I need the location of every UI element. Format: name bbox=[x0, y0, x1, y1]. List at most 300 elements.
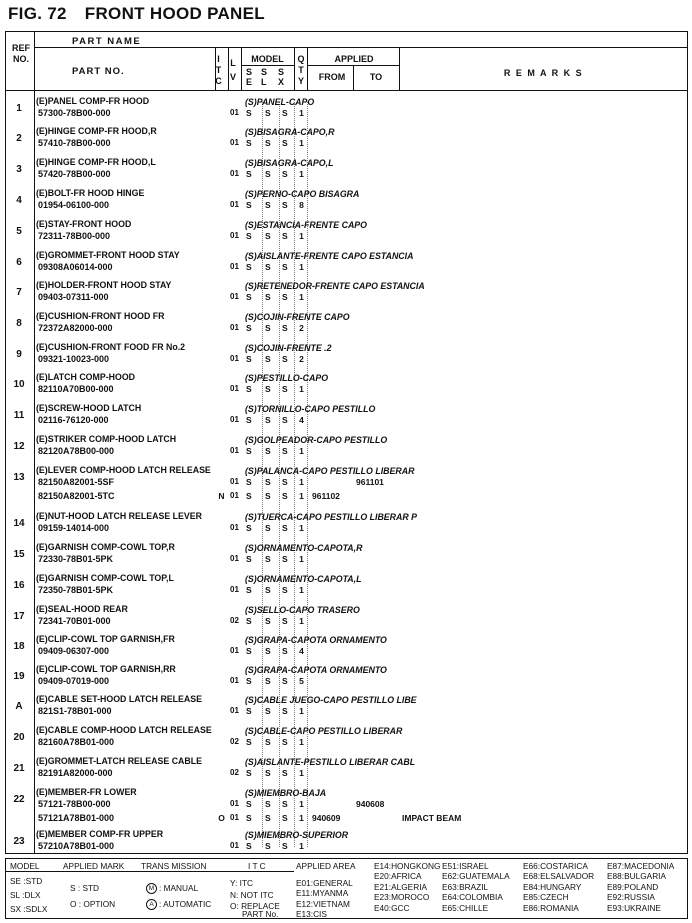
lv-value: 01 bbox=[230, 813, 239, 822]
legend-transmission-header: TRANS MISSION bbox=[141, 861, 207, 871]
part-name: (E)MEMBER COMP-FR UPPER bbox=[36, 829, 164, 839]
spanish-name: (S)ORNAMENTO-CAPOTA,R bbox=[245, 543, 363, 553]
applied-area-code: E92:RUSSIA bbox=[607, 892, 655, 903]
model-sl-mark: S bbox=[265, 138, 271, 148]
legend-header-line bbox=[6, 871, 294, 872]
model-sx-mark: S bbox=[282, 292, 288, 302]
model-se-mark: S bbox=[246, 200, 252, 210]
table-row bbox=[6, 403, 689, 433]
ref-number: 6 bbox=[16, 257, 22, 268]
part-name: (E)SEAL-HOOD REAR bbox=[36, 604, 128, 614]
header-divider bbox=[241, 47, 242, 90]
header-divider bbox=[294, 47, 295, 90]
lv-header: L V bbox=[229, 58, 236, 82]
part-number: 02116-76120-000 bbox=[38, 415, 109, 425]
model-sl-mark: S bbox=[265, 108, 271, 118]
spanish-name: (S)BISAGRA-CAPO,R bbox=[245, 127, 335, 137]
spanish-name: (S)TORNILLO-CAPO PESTILLO bbox=[245, 404, 376, 414]
lv-value: 01 bbox=[230, 799, 239, 808]
part-number: 57210A78B01-000 bbox=[38, 841, 115, 851]
lv-value: 01 bbox=[230, 585, 239, 594]
part-name: (E)PANEL COMP-FR HOOD bbox=[36, 96, 150, 106]
model-sl-mark: S bbox=[265, 768, 271, 778]
part-name: (E)LATCH COMP-HOOD bbox=[36, 372, 136, 382]
lv-value: 01 bbox=[230, 169, 239, 178]
spanish-name: (S)GOLPEADOR-CAPO PESTILLO bbox=[245, 435, 388, 445]
table-row bbox=[6, 465, 689, 509]
part-no-header: PART NO. bbox=[72, 66, 125, 77]
model-sl-mark: S bbox=[265, 169, 271, 179]
ref-number: 2 bbox=[16, 133, 22, 144]
lv-value: 01 bbox=[230, 231, 239, 240]
applied-area-code: E01:GENERAL bbox=[296, 878, 353, 888]
legend-applied-option: O : OPTION bbox=[70, 899, 116, 909]
applied-area-code: E93:UKRAINE bbox=[607, 902, 661, 913]
applied-area-code: E86:ROMANIA bbox=[523, 902, 579, 913]
quantity: 4 bbox=[299, 646, 304, 656]
part-name-header: PART NAME bbox=[72, 36, 142, 47]
table-row bbox=[6, 573, 689, 603]
qty-header: Q T Y bbox=[297, 54, 305, 86]
applied-area-code: E63:BRAZIL bbox=[442, 881, 489, 892]
lv-value: 01 bbox=[230, 646, 239, 655]
applied-area-code: E68:ELSALVADOR bbox=[523, 871, 595, 882]
quantity: 1 bbox=[299, 523, 304, 533]
spanish-name: (S)RETENEDOR-FRENTE CAPO ESTANCIA bbox=[245, 281, 425, 291]
part-name: (E)HOLDER-FRONT HOOD STAY bbox=[36, 280, 172, 290]
legend-itc-y: Y: ITC bbox=[230, 878, 254, 888]
ref-number: 17 bbox=[13, 611, 25, 622]
quantity: 1 bbox=[299, 108, 304, 118]
part-name: (E)HINGE COMP-FR HOOD,R bbox=[36, 126, 157, 136]
spanish-name: (S)PALANCA-CAPO PESTILLO LIBERAR bbox=[245, 466, 415, 476]
table-row bbox=[6, 311, 689, 341]
part-number: 09403-07311-000 bbox=[38, 292, 109, 302]
ref-number: 22 bbox=[13, 794, 25, 805]
to-header: TO bbox=[369, 72, 383, 82]
applied-area-code: E65:CHILLE bbox=[442, 902, 489, 913]
model-se-mark: S bbox=[246, 706, 252, 716]
table-row bbox=[6, 280, 689, 310]
ref-number: 13 bbox=[13, 472, 25, 483]
model-sl-mark: S bbox=[265, 706, 271, 716]
quantity: 1 bbox=[299, 799, 304, 809]
model-sx-mark: S bbox=[282, 585, 288, 595]
model-sx-mark: S bbox=[282, 200, 288, 210]
table-row bbox=[6, 250, 689, 280]
model-se-mark: S bbox=[246, 841, 252, 851]
model-sl-mark: S bbox=[265, 799, 271, 809]
spanish-name: (S)AISLANTE-PESTILLO LIBERAR CABL bbox=[245, 757, 416, 767]
spanish-name: (S)ESTANCIA-FRENTE CAPO bbox=[245, 220, 368, 230]
part-number: 82160A78B01-000 bbox=[38, 737, 115, 747]
table-row bbox=[6, 604, 689, 634]
model-sl-mark: S bbox=[265, 646, 271, 656]
applied-area-code: E64:COLOMBIA bbox=[442, 892, 503, 903]
ref-number: 20 bbox=[13, 732, 25, 743]
header-divider bbox=[215, 47, 216, 90]
quantity: 4 bbox=[299, 415, 304, 425]
spanish-name: (S)GRAPA-CAPOTA ORNAMENTO bbox=[245, 635, 387, 645]
model-sl-mark: S bbox=[265, 554, 271, 564]
header-divider bbox=[215, 47, 687, 48]
part-number: 82191A82000-000 bbox=[38, 768, 113, 778]
part-name: (E)STRIKER COMP-HOOD LATCH bbox=[36, 434, 177, 444]
header-divider bbox=[353, 66, 354, 90]
lv-value: 01 bbox=[230, 292, 239, 301]
part-name: (E)LEVER COMP-HOOD LATCH RELEASE bbox=[36, 465, 211, 475]
ref-number: 16 bbox=[13, 580, 25, 591]
legend-trans-manual: M : MANUAL bbox=[146, 883, 198, 894]
part-name: (E)CLIP-COWL TOP GARNISH,FR bbox=[36, 634, 175, 644]
model-se-mark: S bbox=[246, 323, 252, 333]
legend-trans-auto: A : AUTOMATIC bbox=[146, 899, 211, 910]
model-sl-mark: S bbox=[265, 415, 271, 425]
model-se-mark: S bbox=[246, 384, 252, 394]
applied-area-code: E40:GCC bbox=[374, 902, 410, 913]
part-name: (E)CLIP-COWL TOP GARNISH,RR bbox=[36, 664, 176, 674]
part-number: 72330-78B01-5PK bbox=[38, 554, 114, 564]
applied-area-code: E20:AFRICA bbox=[374, 871, 422, 882]
part-name-divider bbox=[34, 47, 215, 48]
quantity: 1 bbox=[299, 768, 304, 778]
part-name: (E)BOLT-FR HOOD HINGE bbox=[36, 188, 145, 198]
spanish-name: (S)MIEMBRO-SUPERIOR bbox=[245, 830, 349, 840]
part-name: (E)HINGE COMP-FR HOOD,L bbox=[36, 157, 156, 167]
model-sl-mark: S bbox=[265, 477, 271, 487]
model-sx-mark: S bbox=[282, 138, 288, 148]
lv-value: 01 bbox=[230, 676, 239, 685]
remarks: IMPACT BEAM bbox=[402, 813, 462, 823]
lv-value: 02 bbox=[230, 737, 239, 746]
ref-number: 18 bbox=[13, 641, 25, 652]
ref-number: 12 bbox=[13, 441, 25, 452]
quantity: 2 bbox=[299, 354, 304, 364]
legend-itc-header: I T C bbox=[248, 861, 266, 871]
spanish-name: (S)MIEMBRO-BAJA bbox=[245, 788, 327, 798]
header-divider bbox=[307, 65, 399, 66]
quantity: 1 bbox=[299, 169, 304, 179]
model-sl-mark: S bbox=[265, 231, 271, 241]
model-header: MODEL bbox=[251, 54, 284, 64]
automatic-mark-icon: A bbox=[146, 899, 157, 910]
part-number: 72372A82000-000 bbox=[38, 323, 113, 333]
applied-area-code: E51:ISRAEL bbox=[442, 861, 489, 871]
spanish-name: (S)SELLO-CAPO TRASERO bbox=[245, 605, 360, 615]
part-number: 09321-10023-000 bbox=[38, 354, 110, 364]
part-number: 57121-78B00-000 bbox=[38, 799, 111, 809]
model-sx-mark: S bbox=[282, 384, 288, 394]
model-sx-mark: S bbox=[282, 108, 288, 118]
quantity: 1 bbox=[299, 491, 304, 501]
applied-header: APPLIED bbox=[334, 54, 374, 64]
model-se-mark: S bbox=[246, 415, 252, 425]
quantity: 8 bbox=[299, 200, 304, 210]
table-row bbox=[6, 434, 689, 464]
part-name: (E)CUSHION-FRONT HOOD FR bbox=[36, 311, 165, 321]
parts-table: REF NO. PART NAME PART NO. I T C L V MODEL S S S E L X Q T Y APPLIED FROM TO R E M A R K S 1 (E)PANEL COMP-FR HOOD (S)PANEL-CAPO 57300-78B00-000 01 S S S 1 2 (E)HINGE COMP-FR HOOD,R (S)BISAGRA-CAPO,R 57410-78B00-000 01 S S S 1 3 (E)HINGE COMP-FR HOOD,L (S)BISAGRA-CAPO,L 57420-78B00-000 01 S S S 1 4 (E)BOLT-FR HOOD HINGE (S)PERNO-CAPO BISAGRA 01954-06100-000 01 S S S 8 5 (E)STAY-FRONT HOOD (S)ESTANCIA-FRENTE CAPO 72311-78B00-000 01 S S S 1 6 (E)GROMMET-FRONT HOOD STAY (S)AISLANTE-FRENTE CAPO ESTANCIA 09308A06014-000 01 S S S 1 7 (E)HOLDER-FRONT HOOD STAY (S)RETENEDOR-FRENTE CAPO ESTANCIA 09403-07311-000 01 S S S 1 8 (E)CUSHION-FRONT HOOD FR (S)COJIN-FRENTE CAPO 72372A82000-000 01 S S S 2 9 (E)CUSHION-FRONT FOOD FR No.2 (S)COJIN-FRENTE .2 09321-10023-000 01 S S S 2 10 (E)LATCH COMP-HOOD (S)PESTILLO-CAPO 82110A70B00-000 01 S S S 1 11 (E)SCREW-HOOD LATCH (S)TORNILLO-CAPO PESTILLO 02116-76120-000 01 S S S 4 12 (E)STRIKER COMP-HOOD LATCH (S)GOLPEADOR-CAPO PESTILLO 82120A78B00-000 01 S S S 1 13 (E)LEVER COMP-HOOD LATCH RELEASE (S)PALANCA-CAPO PESTILLO LIBERAR 82150A82001-5SF 01 S S S 1 961101 82150A82001-5TC N 01 S S S 1 961102 14 (E)NUT-HOOD LATCH RELEASE LEVER (S)TUERCA-CAPO PESTILLO LIBERAR P 09159-14014-000 01 S S S 1 15 (E)GARNISH COMP-COWL TOP,R (S)ORNAMENTO-CAPOTA,R 72330-78B01-5PK 01 S S S 1 16 (E)GARNISH COMP-COWL TOP,L (S)ORNAMENTO-CAPOTA,L 72350-78B01-5PK 01 S S S 1 17 (E)SEAL-HOOD REAR (S)SELLO-CAPO TRASERO 72341-70B01-000 02 S S S 1 18 (E)CLIP-COWL TOP GARNISH,FR (S)GRAPA-CAPOTA ORNAMENTO 09409-06307-000 01 S S S 4 19 (E)CLIP-COWL TOP GARNISH,RR (S)GRAPA-CAPOTA ORNAMENTO 09409-07019-000 01 S S S 5 A (E)CABLE SET-HOOD LATCH RELEASE (S)CABLE JUEGO-CAPO PESTILLO LIBE 821S1-78B01-000 01 S S S 1 20 (E)CABLE COMP-HOOD LATCH RELEASE (S)CABLE-CAPO PESTILLO LIBERAR 82160A78B01-000 02 S S S 1 21 (E)GROMMET-LATCH RELEASE CABLE (S)AISLANTE-PESTILLO LIBERAR CABL 82191A82000-000 02 S S S 1 22 (E)MEMBER-FR LOWER (S)MIEMBRO-BAJA 57121-78B00-000 01 S S S 1 940608 57121A78B01-000 O 01 S S S 1 940609 IMPACT BEAM 23 (E)MEMBER COMP-FR UPPER (S)MIEMBRO-SUPERIOR 57210A78B01-000 01 S S S 1 bbox=[5, 31, 688, 854]
applied-area-code: E13:CIS bbox=[296, 909, 327, 920]
itc-header: I T C bbox=[215, 54, 222, 86]
part-number: 57410-78B00-000 bbox=[38, 138, 111, 148]
model-sx-mark: S bbox=[282, 415, 288, 425]
lv-value: 01 bbox=[230, 354, 239, 363]
lv-value: 01 bbox=[230, 415, 239, 424]
model-se-mark: S bbox=[246, 292, 252, 302]
quantity: 1 bbox=[299, 585, 304, 595]
applied-area-code: E14:HONGKONG bbox=[374, 861, 441, 871]
lv-value: 01 bbox=[230, 384, 239, 393]
part-name: (E)GROMMET-LATCH RELEASE CABLE bbox=[36, 756, 202, 766]
model-sx-mark: S bbox=[282, 169, 288, 179]
model-sl-mark: S bbox=[265, 841, 271, 851]
applied-area-code: E85:CZECH bbox=[523, 892, 569, 903]
quantity: 1 bbox=[299, 446, 304, 456]
itc-flag: O bbox=[218, 813, 225, 823]
applied-area-code: E12:VIETNAM bbox=[296, 898, 350, 909]
model-sl-mark: S bbox=[265, 676, 271, 686]
model-se-mark: S bbox=[246, 262, 252, 272]
ref-number: 3 bbox=[16, 164, 22, 175]
ref-number: 8 bbox=[16, 318, 22, 329]
ref-number: 15 bbox=[13, 549, 25, 560]
ref-no-header: REF NO. bbox=[12, 43, 30, 64]
applied-area-code: E84:HUNGARY bbox=[523, 881, 582, 892]
model-sl-mark: S bbox=[265, 616, 271, 626]
ref-number: 10 bbox=[13, 379, 25, 390]
applied-from: 940609 bbox=[312, 813, 341, 823]
ref-number: 23 bbox=[13, 836, 25, 847]
lv-value: 02 bbox=[230, 768, 239, 777]
table-row bbox=[6, 126, 689, 156]
ref-number: 21 bbox=[13, 763, 25, 774]
legend-model-header: MODEL bbox=[10, 861, 40, 871]
model-sl-mark: S bbox=[265, 585, 271, 595]
part-number: 821S1-78B01-000 bbox=[38, 706, 112, 716]
table-row bbox=[6, 542, 689, 572]
applied-area-code: E21:ALGERIA bbox=[374, 881, 428, 892]
figure-number: FIG. 72 bbox=[8, 4, 67, 23]
table-row bbox=[6, 372, 689, 402]
table-row bbox=[6, 634, 689, 664]
quantity: 1 bbox=[299, 737, 304, 747]
part-number: 72341-70B01-000 bbox=[38, 616, 111, 626]
lv-value: 01 bbox=[230, 200, 239, 209]
part-number: 82120A78B00-000 bbox=[38, 446, 115, 456]
model-se-mark: S bbox=[246, 491, 252, 501]
table-row bbox=[6, 829, 689, 859]
part-number: 09159-14014-000 bbox=[38, 523, 110, 533]
model-sx-mark: S bbox=[282, 799, 288, 809]
page-title: FRONT HOOD PANEL bbox=[84, 4, 265, 23]
model-se-mark: S bbox=[246, 446, 252, 456]
table-row bbox=[6, 725, 689, 755]
applied-area-code: E89:POLAND bbox=[607, 881, 659, 892]
lv-value: 01 bbox=[230, 446, 239, 455]
spanish-name: (S)PANEL-CAPO bbox=[245, 97, 315, 107]
model-sx-mark: S bbox=[282, 231, 288, 241]
model-sl-mark: S bbox=[265, 292, 271, 302]
spanish-name: (S)COJIN-FRENTE CAPO bbox=[245, 312, 350, 322]
model-se-mark: S bbox=[246, 108, 252, 118]
quantity: 1 bbox=[299, 138, 304, 148]
table-row bbox=[6, 219, 689, 249]
part-name: (E)STAY-FRONT HOOD bbox=[36, 219, 132, 229]
model-sx-mark: S bbox=[282, 554, 288, 564]
model-sl-mark: S bbox=[265, 384, 271, 394]
spanish-name: (S)TUERCA-CAPO PESTILLO LIBERAR P bbox=[245, 512, 418, 522]
quantity: 1 bbox=[299, 292, 304, 302]
lv-value: 01 bbox=[230, 523, 239, 532]
part-number: 01954-06100-000 bbox=[38, 200, 110, 210]
model-se-mark: S bbox=[246, 138, 252, 148]
model-sl-mark: S bbox=[265, 737, 271, 747]
model-se-mark: S bbox=[246, 616, 252, 626]
legend-itc-o-2: PART No. bbox=[242, 909, 279, 919]
spanish-name: (S)BISAGRA-CAPO,L bbox=[245, 158, 334, 168]
part-number: 82110A70B00-000 bbox=[38, 384, 114, 394]
lv-value: 01 bbox=[230, 323, 239, 332]
ref-number: A bbox=[15, 701, 23, 712]
header-divider bbox=[399, 47, 400, 90]
model-se-mark: S bbox=[246, 799, 252, 809]
model-se-mark: S bbox=[246, 768, 252, 778]
part-number: 72311-78B00-000 bbox=[38, 231, 111, 241]
manual-mark-icon: M bbox=[146, 883, 157, 894]
model-sl-mark: S bbox=[265, 491, 271, 501]
legend-area-header: APPLIED AREA bbox=[296, 861, 356, 871]
part-number: 57300-78B00-000 bbox=[38, 108, 111, 118]
spanish-name: (S)GRAPA-CAPOTA ORNAMENTO bbox=[245, 665, 387, 675]
model-sl-mark: S bbox=[265, 813, 271, 823]
table-row bbox=[6, 787, 689, 831]
applied-area-code: E66:COSTARICA bbox=[523, 861, 588, 871]
legend-model-se: SE :STD bbox=[10, 876, 43, 886]
model-sx-mark: S bbox=[282, 676, 288, 686]
spanish-name: (S)CABLE-CAPO PESTILLO LIBERAR bbox=[245, 726, 403, 736]
model-sx-mark: S bbox=[282, 523, 288, 533]
part-number: 72350-78B01-5PK bbox=[38, 585, 114, 595]
part-name: (E)GROMMET-FRONT HOOD STAY bbox=[36, 250, 180, 260]
lv-value: 01 bbox=[230, 138, 239, 147]
model-sx-mark: S bbox=[282, 813, 288, 823]
ref-number: 5 bbox=[16, 226, 22, 237]
quantity: 1 bbox=[299, 813, 304, 823]
part-name: (E)CABLE SET-HOOD LATCH RELEASE bbox=[36, 694, 203, 704]
spanish-name: (S)PESTILLO-CAPO bbox=[245, 373, 329, 383]
ref-number: 11 bbox=[13, 410, 25, 421]
model-sx-mark: S bbox=[282, 477, 288, 487]
ref-number: 19 bbox=[13, 671, 25, 682]
model-se-mark: S bbox=[246, 554, 252, 564]
model-sl-mark: S bbox=[265, 523, 271, 533]
model-se-mark: S bbox=[246, 354, 252, 364]
quantity: 1 bbox=[299, 262, 304, 272]
lv-value: 01 bbox=[230, 841, 239, 850]
model-sx-mark: S bbox=[282, 262, 288, 272]
legend-applied-std: S : STD bbox=[70, 883, 100, 893]
applied-to: 940608 bbox=[356, 799, 385, 809]
table-row bbox=[6, 188, 689, 218]
quantity: 1 bbox=[299, 616, 304, 626]
lv-value: 01 bbox=[230, 706, 239, 715]
model-sx-mark: S bbox=[282, 616, 288, 626]
lv-value: 01 bbox=[230, 477, 239, 486]
table-row bbox=[6, 342, 689, 372]
quantity: 1 bbox=[299, 841, 304, 851]
quantity: 1 bbox=[299, 231, 304, 241]
part-name: (E)MEMBER-FR LOWER bbox=[36, 787, 137, 797]
part-number: 57121A78B01-000 bbox=[38, 813, 115, 823]
applied-area-code: E62:GUATEMALA bbox=[442, 871, 510, 882]
model-se-mark: S bbox=[246, 646, 252, 656]
table-row bbox=[6, 157, 689, 187]
table-row bbox=[6, 511, 689, 541]
figure-title bbox=[8, 4, 265, 24]
ref-number: 1 bbox=[16, 103, 22, 114]
lv-value: 01 bbox=[230, 554, 239, 563]
model-sx-mark: S bbox=[282, 768, 288, 778]
model-sx-mark: S bbox=[282, 841, 288, 851]
lv-value: 01 bbox=[230, 262, 239, 271]
quantity: 1 bbox=[299, 706, 304, 716]
itc-flag: N bbox=[218, 491, 225, 501]
model-sx-mark: S bbox=[282, 491, 288, 501]
table-row bbox=[6, 694, 689, 724]
model-sx-mark: S bbox=[282, 737, 288, 747]
table-row bbox=[6, 96, 689, 126]
spanish-name: (S)PERNO-CAPO BISAGRA bbox=[245, 189, 360, 199]
part-name: (E)CABLE COMP-HOOD LATCH RELEASE bbox=[36, 725, 212, 735]
model-sl-mark: S bbox=[265, 446, 271, 456]
header-divider bbox=[307, 47, 308, 90]
part-number: 82150A82001-5SF bbox=[38, 477, 115, 487]
model-se-mark: S bbox=[246, 813, 252, 823]
model-sl-mark: S bbox=[265, 262, 271, 272]
ref-number: 14 bbox=[13, 518, 25, 529]
model-sx-mark: S bbox=[282, 446, 288, 456]
spanish-name: (S)ORNAMENTO-CAPOTA,L bbox=[245, 574, 362, 584]
part-number: 82150A82001-5TC bbox=[38, 491, 115, 501]
applied-area-code: E11:MYANMA bbox=[296, 888, 349, 899]
model-se-mark: S bbox=[246, 676, 252, 686]
quantity: 1 bbox=[299, 554, 304, 564]
applied-area-code: E23:MOROCO bbox=[374, 892, 430, 903]
header-bottom-line bbox=[6, 90, 687, 91]
lv-value: 01 bbox=[230, 108, 239, 117]
model-sl-mark: S bbox=[265, 323, 271, 333]
part-number: 09409-06307-000 bbox=[38, 646, 110, 656]
model-se-mark: S bbox=[246, 477, 252, 487]
lv-value: 01 bbox=[230, 491, 239, 500]
legend-itc-n: N: NOT ITC bbox=[230, 890, 274, 900]
lv-value: 02 bbox=[230, 616, 239, 625]
part-number: 09308A06014-000 bbox=[38, 262, 113, 272]
model-sx-mark: S bbox=[282, 646, 288, 656]
model-sl-mark: S bbox=[265, 200, 271, 210]
model-sx-mark: S bbox=[282, 354, 288, 364]
part-name: (E)GARNISH COMP-COWL TOP,L bbox=[36, 573, 174, 583]
header-divider bbox=[241, 65, 294, 66]
ref-number: 7 bbox=[16, 287, 22, 298]
model-sx-mark: S bbox=[282, 323, 288, 333]
quantity: 5 bbox=[299, 676, 304, 686]
part-name: (E)GARNISH COMP-COWL TOP,R bbox=[36, 542, 175, 552]
spanish-name: (S)AISLANTE-FRENTE CAPO ESTANCIA bbox=[245, 251, 414, 261]
model-se-mark: S bbox=[246, 231, 252, 241]
part-number: 57420-78B00-000 bbox=[38, 169, 111, 179]
part-name: (E)CUSHION-FRONT FOOD FR No.2 bbox=[36, 342, 186, 352]
